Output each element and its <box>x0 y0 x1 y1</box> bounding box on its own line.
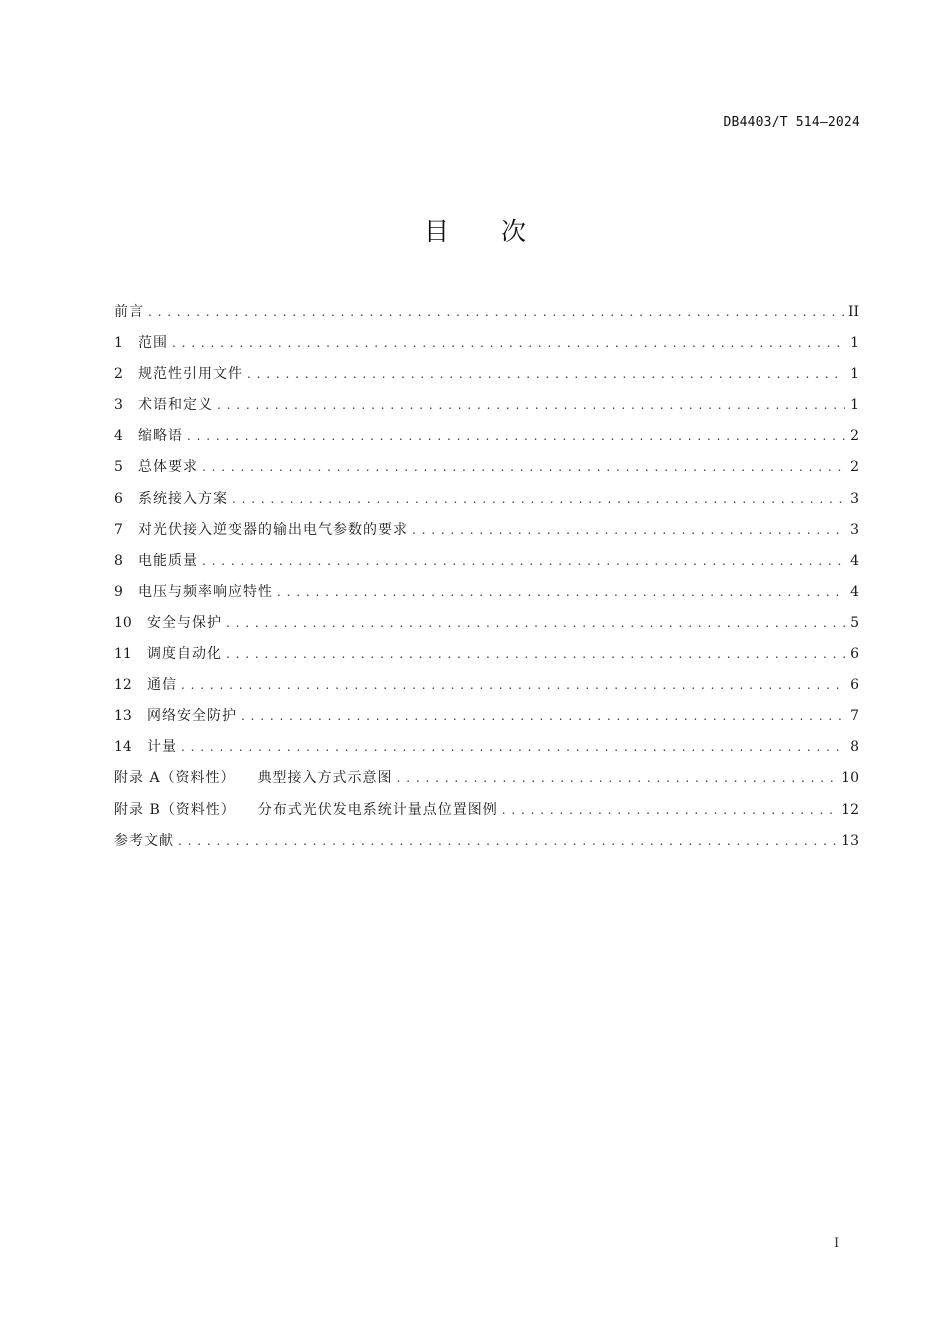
toc-entry-9[interactable] <box>114 582 859 613</box>
toc-entry-number: 6 <box>114 490 123 507</box>
dot-leader <box>187 426 845 446</box>
toc-entry-label: 术语和定义 <box>138 397 213 414</box>
toc-entry-label: 对光伏接入逆变器的输出电气参数的要求 <box>138 521 408 538</box>
toc-entry-number: 11 <box>114 646 132 663</box>
toc-entry-page: 10 <box>841 770 859 787</box>
toc-entry-label: 缩略语 <box>138 428 183 445</box>
toc-entry-page: 8 <box>850 739 859 756</box>
toc-entry-page: 3 <box>850 490 859 507</box>
toc-entry-3[interactable] <box>114 395 859 426</box>
dot-leader <box>178 831 837 851</box>
toc-entry-label: 参考文献 <box>114 832 174 849</box>
toc-entry-foreword[interactable] <box>114 302 859 333</box>
toc-entry-page: 6 <box>850 646 859 663</box>
toc-entry-label: 分布式光伏发电系统计量点位置图例 <box>257 801 498 818</box>
toc-entry-page: 12 <box>841 801 859 818</box>
toc-entry-1[interactable] <box>114 333 859 364</box>
dot-leader <box>172 333 845 353</box>
toc-list <box>114 302 859 862</box>
dot-leader <box>226 644 845 664</box>
toc-entry-number: 4 <box>114 428 123 445</box>
dot-leader <box>247 364 845 384</box>
toc-entry-label: 系统接入方案 <box>138 490 228 507</box>
toc-entry-12[interactable] <box>114 675 859 706</box>
toc-entry-page: 4 <box>850 583 859 600</box>
toc-entry-appendix-prefix: 附录 A（资料性） <box>114 770 236 787</box>
dot-leader <box>181 675 845 695</box>
toc-entry-10[interactable] <box>114 613 859 644</box>
toc-entry-label: 电能质量 <box>138 552 198 569</box>
toc-entry-5[interactable] <box>114 457 859 488</box>
toc-entry-4[interactable] <box>114 426 859 457</box>
toc-entry-number: 5 <box>114 459 123 476</box>
dot-leader <box>226 613 845 633</box>
toc-entry-page: 1 <box>850 397 859 414</box>
toc-entry-page: 1 <box>850 335 859 352</box>
dot-leader <box>202 457 845 477</box>
toc-entry-label: 总体要求 <box>138 459 198 476</box>
toc-entry-label: 安全与保护 <box>147 614 222 631</box>
dot-leader <box>277 582 845 602</box>
toc-title <box>0 212 950 248</box>
dot-leader <box>202 551 845 571</box>
toc-entry-8[interactable] <box>114 551 859 582</box>
toc-entry-number: 12 <box>114 677 132 694</box>
toc-entry-label: 网络安全防护 <box>147 708 237 725</box>
toc-entry-2[interactable] <box>114 364 859 395</box>
toc-entry-label: 调度自动化 <box>147 646 222 663</box>
toc-entry-page: 7 <box>850 708 859 725</box>
toc-entry-page: 3 <box>850 521 859 538</box>
toc-entry-appendix-prefix: 附录 B（资料性） <box>114 801 236 818</box>
toc-entry-number: 2 <box>114 366 123 383</box>
toc-entry-6[interactable] <box>114 489 859 520</box>
toc-entry-page: 1 <box>850 366 859 383</box>
toc-entry-label: 计量 <box>147 739 177 756</box>
toc-entry-number: 10 <box>114 614 132 631</box>
toc-entry-13[interactable] <box>114 706 859 737</box>
dot-leader <box>397 768 838 788</box>
dot-leader <box>181 737 845 757</box>
toc-entry-page: 5 <box>850 614 859 631</box>
toc-entry-number: 8 <box>114 552 123 569</box>
toc-title-char-1: 目 <box>423 217 449 246</box>
toc-entry-page: 2 <box>850 428 859 445</box>
toc-entry-11[interactable] <box>114 644 859 675</box>
toc-entry-number: 14 <box>114 739 132 756</box>
toc-entry-page: 4 <box>850 552 859 569</box>
dot-leader <box>241 706 845 726</box>
toc-entry-label: 前言 <box>114 304 144 320</box>
dot-leader <box>217 395 845 415</box>
toc-entry-label: 规范性引用文件 <box>138 366 243 383</box>
toc-entry-number: 3 <box>114 397 123 414</box>
toc-entry-14[interactable] <box>114 737 859 768</box>
toc-title-char-2: 次 <box>501 217 527 246</box>
dot-leader <box>502 800 837 820</box>
toc-entry-number: 9 <box>114 583 123 600</box>
toc-entry-page: 6 <box>850 677 859 694</box>
dot-leader <box>148 302 844 322</box>
toc-entry-number: 1 <box>114 335 123 352</box>
toc-entry-appendix-a[interactable] <box>114 768 859 799</box>
document-code: DB4403/T 514—2024 <box>723 115 860 130</box>
toc-entry-label: 典型接入方式示意图 <box>257 770 393 787</box>
toc-entry-number: 7 <box>114 521 123 538</box>
dot-leader <box>232 489 845 509</box>
toc-entry-label: 范围 <box>138 335 168 352</box>
toc-entry-page: II <box>847 304 859 320</box>
toc-entry-references[interactable] <box>114 831 859 862</box>
toc-entry-page: 2 <box>850 459 859 476</box>
page-number: I <box>834 1236 840 1251</box>
toc-entry-label: 电压与频率响应特性 <box>138 583 273 600</box>
toc-entry-number: 13 <box>114 708 132 725</box>
toc-entry-appendix-b[interactable] <box>114 800 859 831</box>
dot-leader <box>412 520 845 540</box>
toc-entry-7[interactable] <box>114 520 859 551</box>
toc-entry-label: 通信 <box>147 677 177 694</box>
toc-entry-page: 13 <box>841 832 859 849</box>
